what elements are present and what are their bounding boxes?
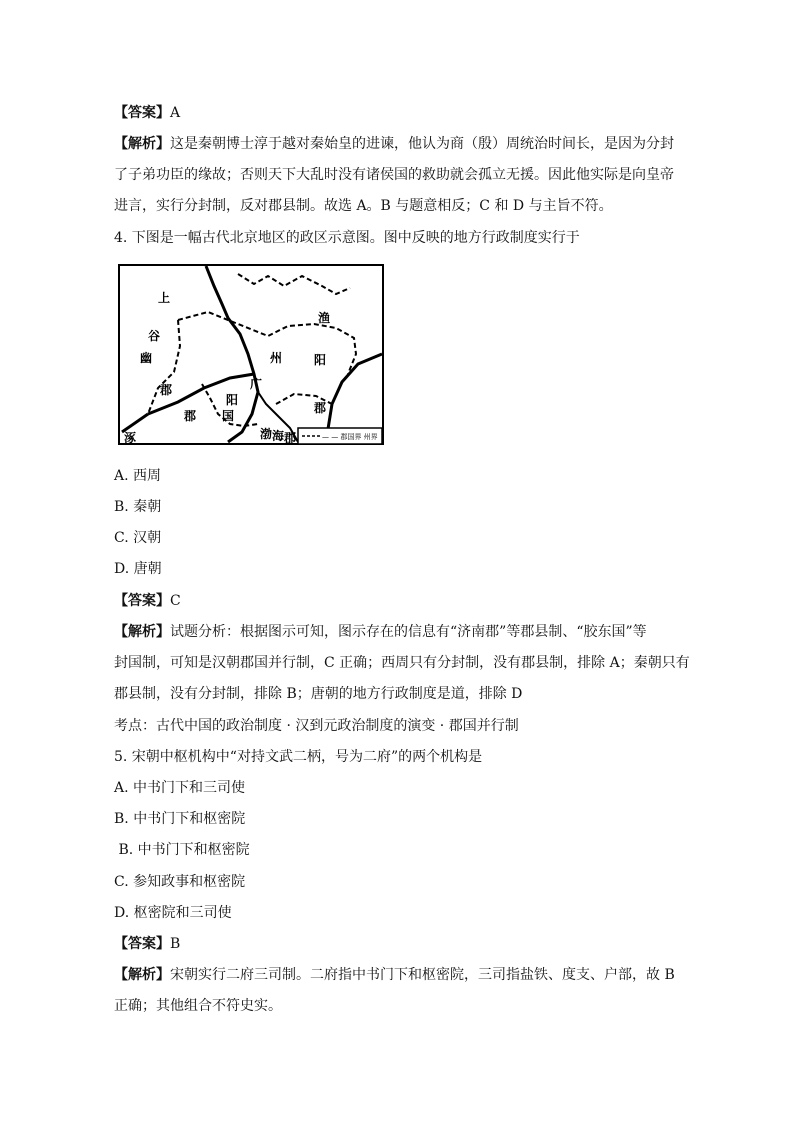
answer-value: A [170,105,181,121]
q3-analysis-line-1 [114,134,674,154]
q4-option-c: C. 汉朝 [114,530,162,546]
map-label: 国 [222,409,235,423]
q5-analysis-line-1 [114,965,675,985]
q5-option-b: B. 中书门下和枢密院 [114,811,246,827]
map-label: 郡 [314,401,327,415]
map-label: 广 [250,377,263,391]
q4-analysis-line-2: 封国制，可知是汉朝郡国并行制，C 正确；西周只有分封制，没有郡县制，排除 A；秦朝只有 [114,655,690,671]
q3-analysis-line-2: 了子弟功臣的缘故；否则天下大乱时没有诸侯国的救助就会孤立无援。因此他实际是向皇帝 [114,167,674,183]
q5-stem: 5. 宋朝中枢机构中“对持文武二柄，号为二府”的两个机构是 [114,749,483,765]
answer-value: B [170,936,181,952]
map-label: 上 [158,291,171,305]
map-label: 渔 [318,311,331,325]
analysis-tag: 【解析】 [114,136,170,152]
answer-tag: 【答案】 [114,105,170,121]
q3-analysis-line-3: 进言，实行分封制，反对郡县制。故选 A。B 与题意相反；C 和 D 与主旨不符。 [114,198,613,214]
q4-stem: 4. 下图是一幅古代北京地区的政区示意图。图中反映的地方行政制度实行于 [114,230,580,246]
q5-option-b-repeat: B. 中书门下和枢密院 [114,842,250,858]
q5-analysis-line-2: 正确；其他组合不符史实。 [114,998,282,1014]
answer-value: C [170,593,181,609]
map-label: 阳 [314,353,327,367]
q4-option-d: D. 唐朝 [114,561,162,577]
analysis-tag: 【解析】 [114,967,170,983]
q4-note: 考点：古代中国的政治制度 · 汉到元政治制度的演变 · 郡国并行制 [114,718,519,734]
map-label: 海 [272,429,285,443]
map-label: 渤 [260,427,273,441]
map-label: 阳 [226,393,239,407]
analysis-text: 这是秦朝博士淳于越对秦始皇的进谏，他认为商（殷）周统治时间长，是因为分封 [170,136,674,152]
q4-option-a: A. 西周 [114,468,162,484]
map-label: 郡 [284,431,297,445]
q5-option-a: A. 中书门下和三司使 [114,780,246,796]
map-label: 幽 [140,351,153,365]
analysis-tag: 【解析】 [114,624,170,640]
answer-tag: 【答案】 [114,593,170,609]
map-label: 郡 [184,409,197,423]
map-label: 谷 [148,329,161,343]
q4-analysis-line-3: 郡县制，没有分封制，排除 B；唐朝的地方行政制度是道，排除 D [114,686,523,702]
q5-option-d: D. 枢密院和三司使 [114,905,232,921]
map-legend: — — 郡国界 州界 [322,433,378,441]
q5-option-c: C. 参知政事和枢密院 [114,874,246,890]
map-svg [118,264,384,445]
map-label: 涿 [124,431,137,445]
q3-answer-line [114,103,180,123]
q5-answer-line [114,934,180,954]
answer-tag: 【答案】 [114,936,170,952]
q4-answer-line [114,591,181,611]
map-label: 郡 [160,383,173,397]
q4-analysis-line-1 [114,622,647,642]
map-label: 州 [270,351,283,365]
analysis-text: 宋朝实行二府三司制。二府指中书门下和枢密院，三司指盐铁、度支、户部，故 B [170,967,675,983]
map-figure [118,264,384,445]
q4-option-b: B. 秦朝 [114,499,162,515]
analysis-text: 试题分析：根据图示可知，图示存在的信息有“济南郡”等郡县制、“胶东国”等 [170,624,647,640]
